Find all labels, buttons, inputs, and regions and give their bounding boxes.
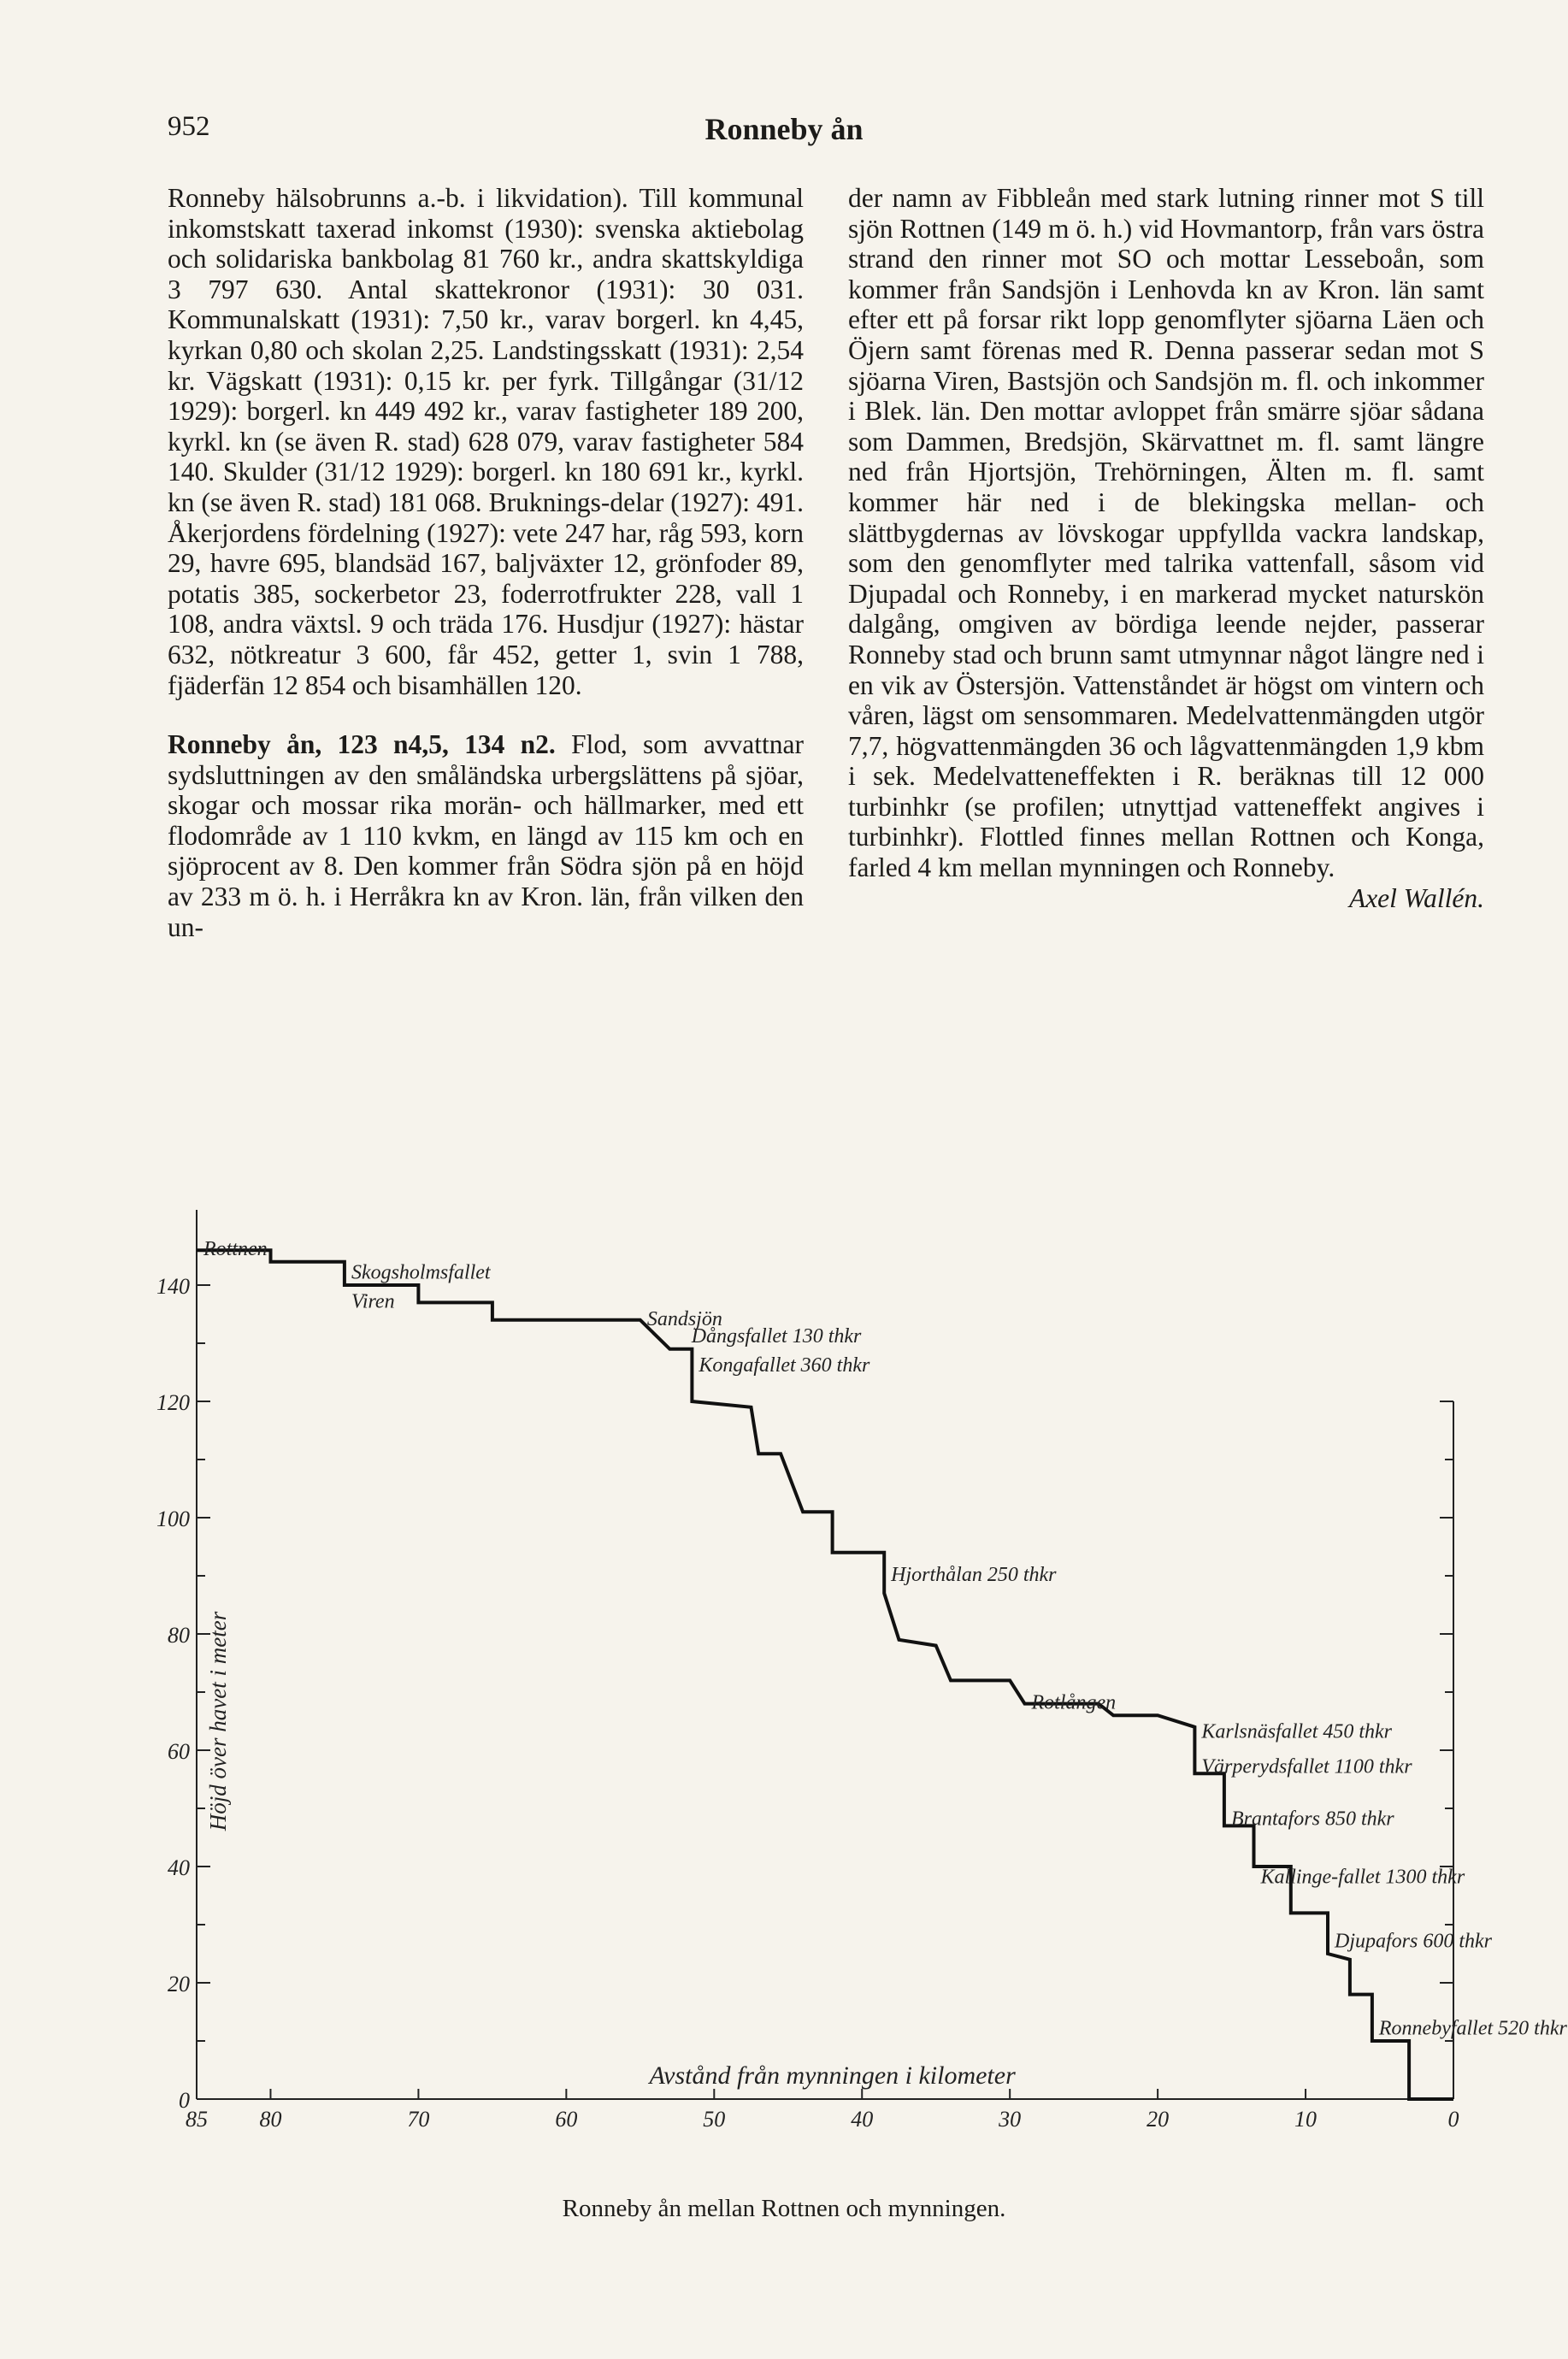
y-tick-label: 40 <box>168 1855 190 1880</box>
y-tick-label: 120 <box>156 1390 190 1415</box>
profile-annotation: Skogsholmsfallet <box>351 1261 491 1284</box>
river-profile-svg <box>154 1193 1567 2193</box>
profile-annotation: Rotlången <box>1031 1691 1117 1714</box>
x-tick-label: 0 <box>1447 2107 1459 2132</box>
profile-annotation: Rottnen <box>203 1238 268 1261</box>
x-tick-label: 20 <box>1147 2107 1170 2132</box>
x-tick-label: 70 <box>407 2107 430 2132</box>
profile-annotation: Dångsfallet 130 thkr <box>691 1325 862 1348</box>
x-tick-label: 85 <box>186 2107 208 2132</box>
river-profile-line <box>197 1250 1453 2099</box>
profile-annotation: Djupafors 600 thkr <box>1335 1930 1493 1953</box>
profile-annotation: Kallinge-fallet 1300 thkr <box>1260 1866 1465 1889</box>
y-tick-label: 20 <box>168 1972 190 1996</box>
article-opening <box>168 729 804 942</box>
x-tick-label: 80 <box>259 2107 282 2132</box>
figure-caption: Ronneby ån mellan Rottnen och mynningen. <box>562 2195 1006 2222</box>
y-tick-label: 0 <box>179 2088 190 2113</box>
x-tick-label: 10 <box>1294 2107 1317 2132</box>
y-tick-label: 80 <box>168 1623 190 1648</box>
profile-annotation: Viren <box>351 1290 395 1313</box>
profile-annotation: Sandsjön <box>646 1307 722 1330</box>
municipal-statistics-paragraph: Ronneby hälsobrunns a.-b. i likvidation). Till kommunal inkomstskatt taxerad inkomst (1930): svenska aktiebolag och solidariska bankbolag 81 760 kr., andra skattskyldiga 3 797 630. Antal skattekronor (1931): 30 031. Kommunalskatt (1931): 7,50 kr., varav borgerl. kn 4,45, kyrkan 0,80 och skolan 2,25. Landstingsskatt (1931): 2,54 kr. Vägskatt (1931): 0,15 kr. per fyrk. Tillgångar (31/12 1929): borgerl. kn 449 492 kr., varav fastigheter 189 200, kyrkl. kn (se även R. stad) 628 079, varav fastigheter 584 140. Skulder (31/12 1929): borgerl. kn 180 691 kr., kyrkl. kn (se även R. stad) 181 068. Bruknings-delar (1927): 491. Åkerjordens fördelning (1927): vete 247 har, råg 593, korn 29, havre 695, blandsäd 167, baljväxter 12, grönfoder 89, potatis 385, sockerbetor 23, foderrotfrukter 228, vall 1 108, andra växtsl. 9 och träda 176. Husdjur (1927): hästar 632, nötkreatur 3 600, får 452, getter 1, svin 1 788, fjäderfän 12 854 och bisamhällen 120. <box>168 183 804 700</box>
profile-annotation: Värperydsfallet 1100 thkr <box>1201 1755 1412 1778</box>
profile-annotation: Ronnebyfallet 520 thkr <box>1378 2017 1567 2040</box>
x-tick-label: 60 <box>555 2107 578 2132</box>
profile-annotation: Karlsnäsfallet 450 thkr <box>1201 1720 1393 1743</box>
x-tick-label: 40 <box>851 2107 874 2132</box>
x-tick-label: 50 <box>703 2107 726 2132</box>
left-column <box>168 183 804 942</box>
article-body-left: Flod, som avvattnar sydsluttningen av den småländska urbergslättens på sjöar, skogar och mossar rika morän- och hällmarker, med ett flodområde av 1 110 kvkm, en längd av 115 km och en sjöprocent av 8. Den kommer från Södra sjön på en höjd av 233 m ö. h. i Herråkra kn av Kron. län, från vilken den un- <box>168 729 805 942</box>
x-tick-label: 30 <box>999 2107 1022 2132</box>
y-tick-label: 60 <box>168 1739 190 1764</box>
profile-annotation: Kongafallet 360 thkr <box>699 1354 870 1377</box>
right-column <box>848 183 1484 913</box>
page-number: 952 <box>168 111 210 142</box>
article-author: Axel Wallén. <box>1348 882 1484 913</box>
x-axis-title: Avstånd från mynningen i kilometer <box>649 2061 1016 2090</box>
y-axis-title: Höjd över havet i meter <box>205 1611 231 1831</box>
article-heading: Ronneby ån, 123 n4,5, 134 n2. <box>168 729 556 760</box>
running-head: Ronneby ån <box>704 112 864 146</box>
article-body-right: der namn av Fibbleån med stark lutning rinner mot S till sjön Rottnen (149 m ö. h.) vid Hovmantorp, från vars östra strand den rinner mot SO och mottar Lesseboån, som kommer från Sandsjön i Lenhovda kn av Kron. län samt efter ett på forsar rikt lopp genomflyter sjöarna Läen och Öjern samt förenas med R. Denna passerar sedan mot S sjöarna Viren, Bastsjön och Sandsjön m. fl. och inkommer i Blek. län. Den mottar avloppet från smärre sjöar sådana som Dammen, Bredsjön, Skärvattnet m. fl. samt längre ned från Hjortsjön, Trehörningen, Älten m. fl. samt kommer här ned i de blekingska mellan- och slättbygdernas av lövskogar uppfyllda vackra landskap, som den genomflyter med talrika vattenfall, såsom vid Djupadal och Ronneby, i en markerad mycket naturskön dalgång, omgiven av bördiga leende nejder, passerar Ronneby stad och brunn samt utmynnar något längre ned i en vik av Östersjön. Vattenståndet är högst om vintern och våren, lägst om sensommaren. Medelvattenmängden utgör 7,7, högvattenmängden 36 och lågvattenmängden 1,9 kbm i sek. Medelvatteneffekten i R. beräknas till 12 000 turbinhkr (se profilen; utnyttjad vatteneffekt angives i turbinhkr). Flottled finnes mellan Rottnen och Konga, farled 4 km mellan mynningen och Ronneby. <box>848 183 1484 883</box>
profile-annotation: Brantafors 850 thkr <box>1230 1808 1394 1831</box>
river-profile-chart <box>154 1193 1567 2193</box>
y-tick-label: 140 <box>156 1274 190 1299</box>
y-tick-label: 100 <box>156 1507 190 1531</box>
profile-annotation: Hjorthålan 250 thkr <box>891 1564 1057 1586</box>
